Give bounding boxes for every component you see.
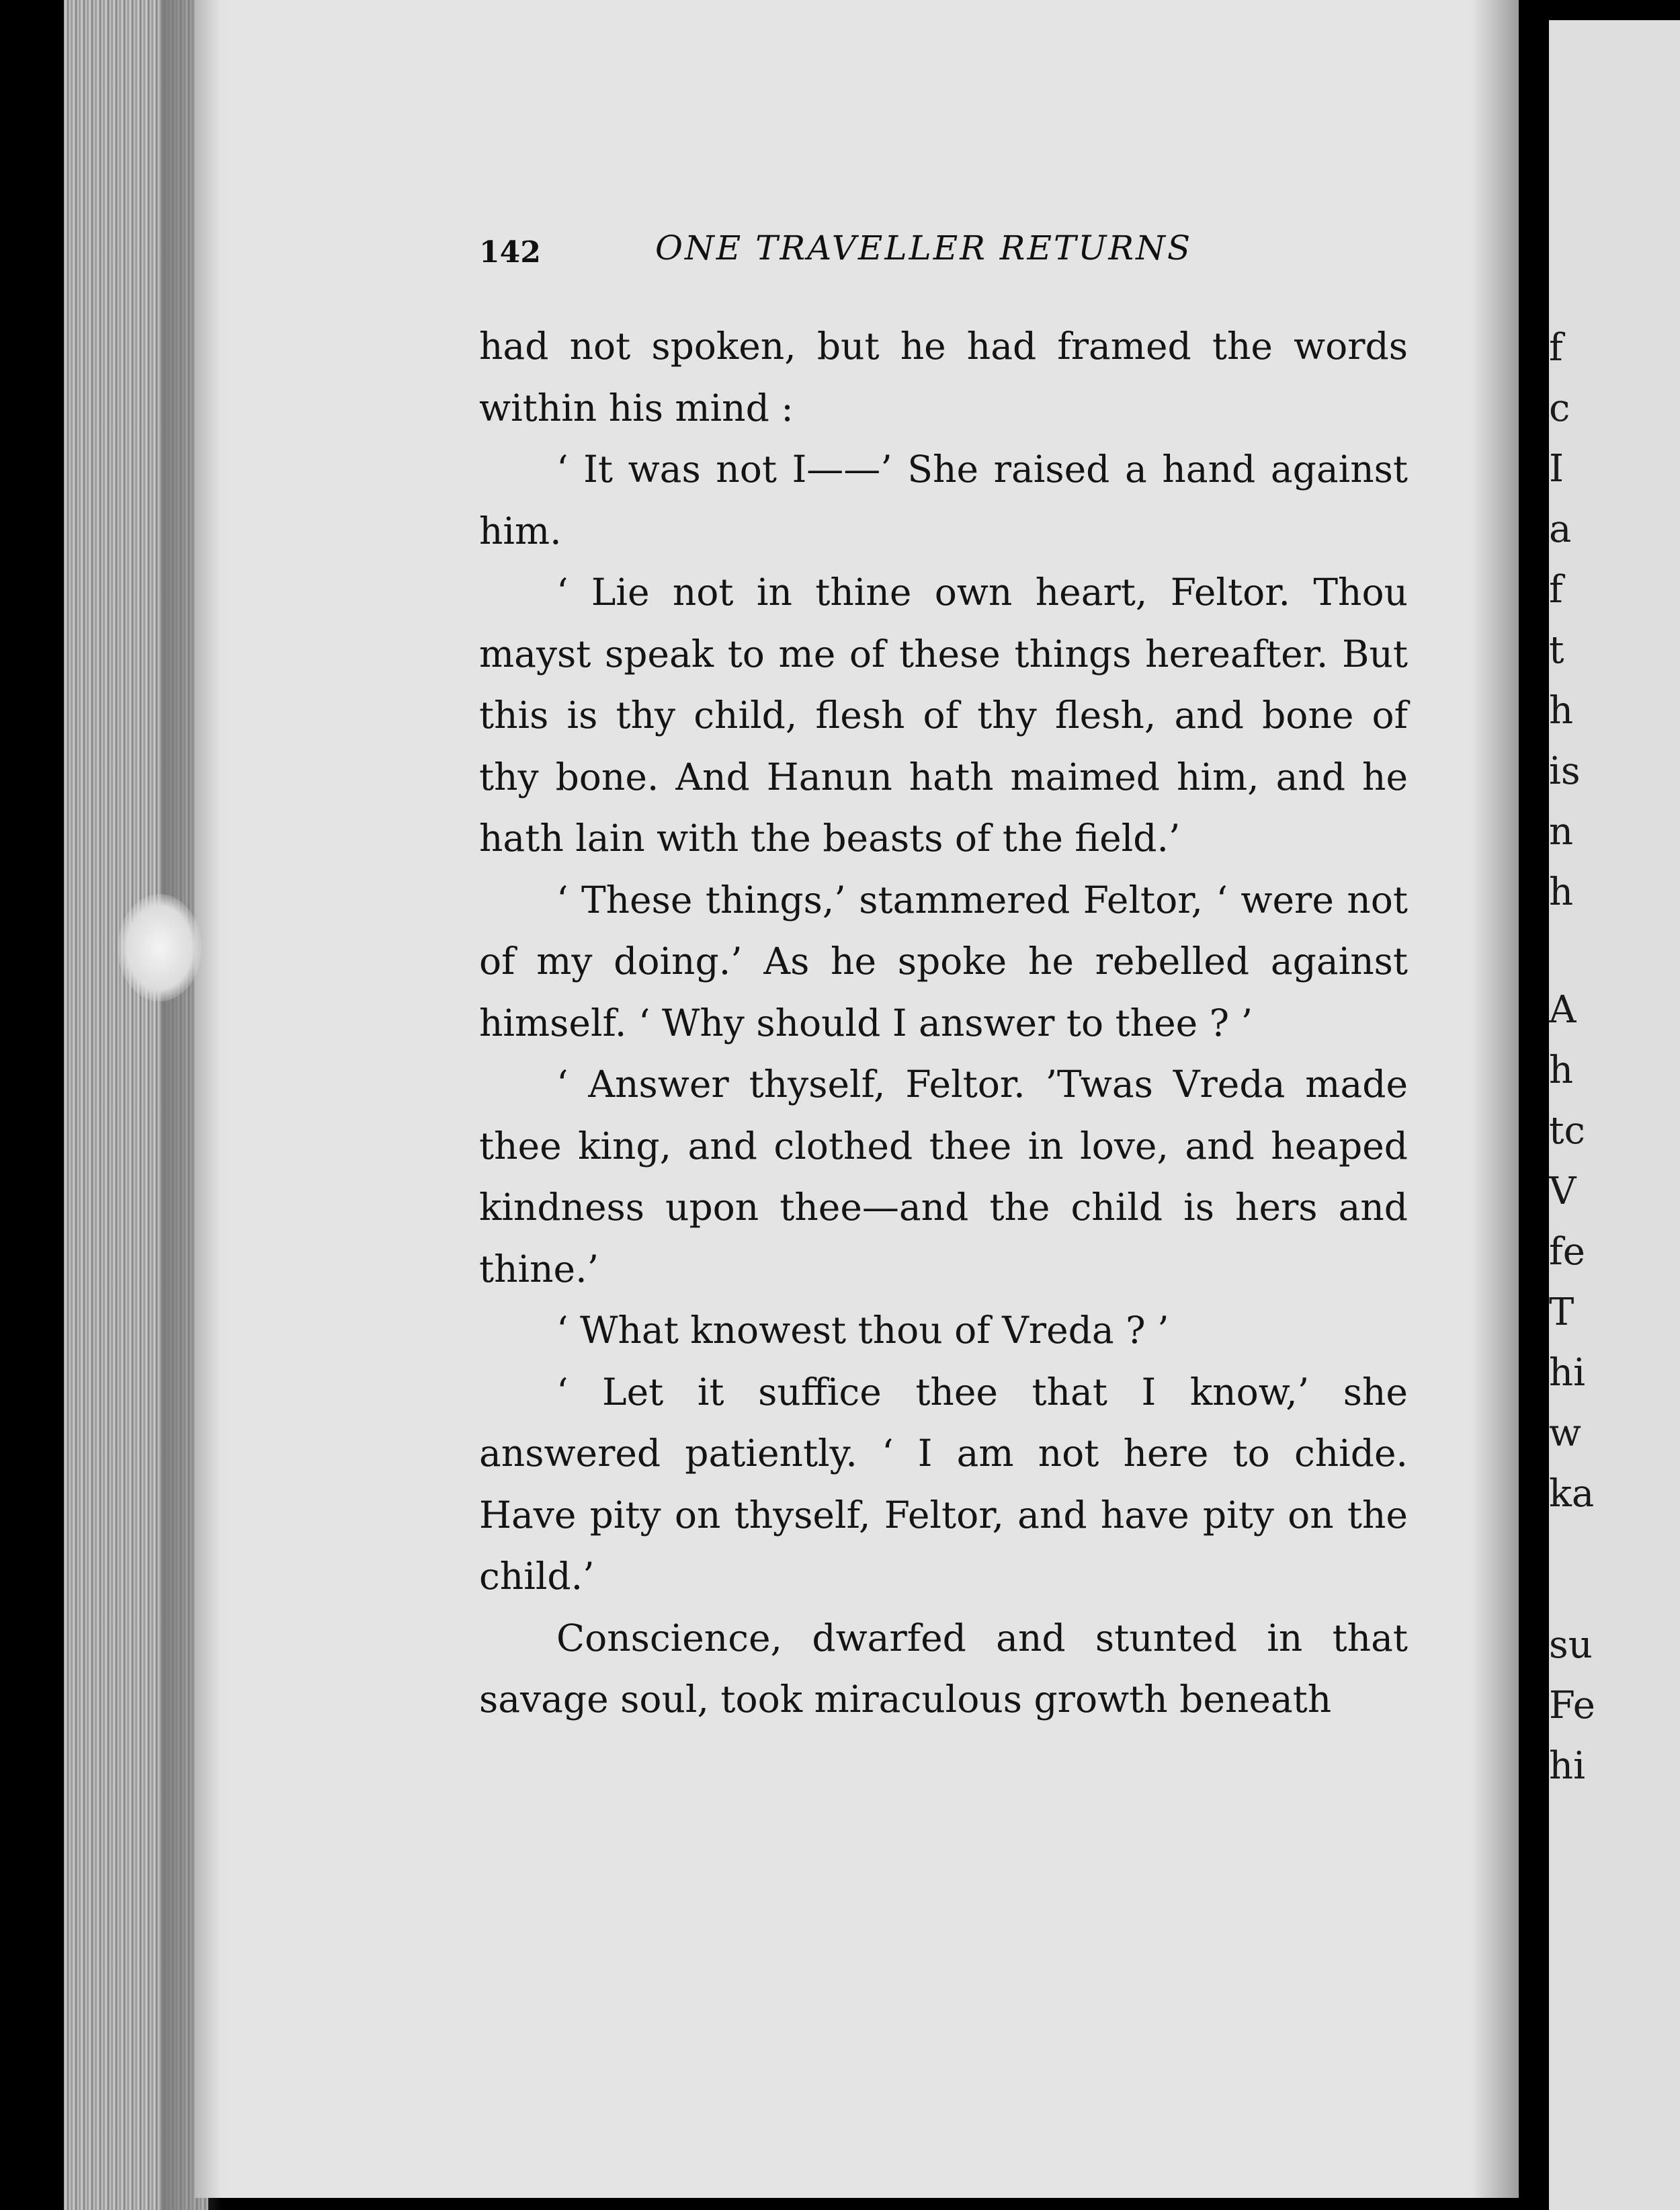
paper-stain	[118, 894, 202, 1001]
paragraph: ‘ These things,’ stammered Feltor, ‘ were not of my doing.’ As he spoke he rebelled against himself. ‘ Why should I answer to thee ? ’	[479, 878, 1408, 1045]
page-gutter-shadow	[1472, 0, 1519, 2198]
facing-page-fragment: A	[1549, 988, 1577, 1032]
facing-page	[1549, 20, 1680, 2210]
facing-page-fragment: n	[1549, 810, 1574, 854]
facing-page-fragment: su	[1549, 1623, 1593, 1667]
page-edge-shadow	[161, 0, 222, 2210]
body-text	[479, 316, 1408, 1731]
facing-page-fragment: I	[1549, 447, 1564, 491]
facing-page-fragment: f	[1549, 568, 1563, 612]
facing-page-fragment: f	[1549, 326, 1563, 370]
facing-page-fragment: hi	[1549, 1351, 1585, 1395]
facing-page-fragment: t	[1549, 628, 1564, 672]
page-gap	[1519, 0, 1549, 2210]
paragraph: ‘ What knowest thou of Vreda ? ’	[556, 1309, 1169, 1352]
facing-page-fragment: fe	[1549, 1230, 1585, 1274]
paragraph: had not spoken, but he had framed the words within his mind :	[479, 325, 1408, 429]
paragraph: Conscience, dwarfed and stunted in that savage soul, took miraculous growth beneath	[479, 1616, 1408, 1721]
facing-page-fragment: h	[1549, 870, 1574, 914]
facing-page-fragment: tc	[1549, 1109, 1585, 1153]
facing-page-fragment: ka	[1549, 1472, 1595, 1516]
facing-page-fragment: Fe	[1549, 1684, 1595, 1727]
paragraph: ‘ It was not I——’ She raised a hand against him.	[479, 448, 1408, 552]
facing-page-fragment: w	[1549, 1411, 1581, 1455]
paragraph: ‘ Let it suffice thee that I know,’ she answered patiently. ‘ I am not here to chide. Have pity on thyself, Feltor, and have pity on the child.’	[479, 1370, 1408, 1598]
facing-page-fragment: is	[1549, 749, 1581, 793]
facing-page-fragment: a	[1549, 507, 1572, 551]
page-number: 142	[479, 235, 541, 270]
facing-page-fragment: h	[1549, 689, 1574, 733]
facing-page-fragment: T	[1549, 1291, 1574, 1334]
facing-page-fragment: h	[1549, 1049, 1574, 1092]
facing-page-fragment: c	[1549, 386, 1570, 430]
running-title: ONE TRAVELLER RETURNS	[655, 229, 1193, 268]
facing-page-fragment: V	[1549, 1170, 1577, 1213]
facing-page-fragment: hi	[1549, 1744, 1585, 1788]
paragraph: ‘ Lie not in thine own heart, Feltor. Thou mayst speak to me of these things hereafter. But this is thy child, flesh of thy flesh, and bone of thy bone. And Hanun hath maimed him, and he hath lain with the beasts of the field.’	[479, 571, 1408, 860]
paragraph: ‘ Answer thyself, Feltor. ’Twas Vreda made thee king, and clothed thee in love, and heaped kindness upon thee—and the child is hers and thine.’	[479, 1063, 1408, 1291]
